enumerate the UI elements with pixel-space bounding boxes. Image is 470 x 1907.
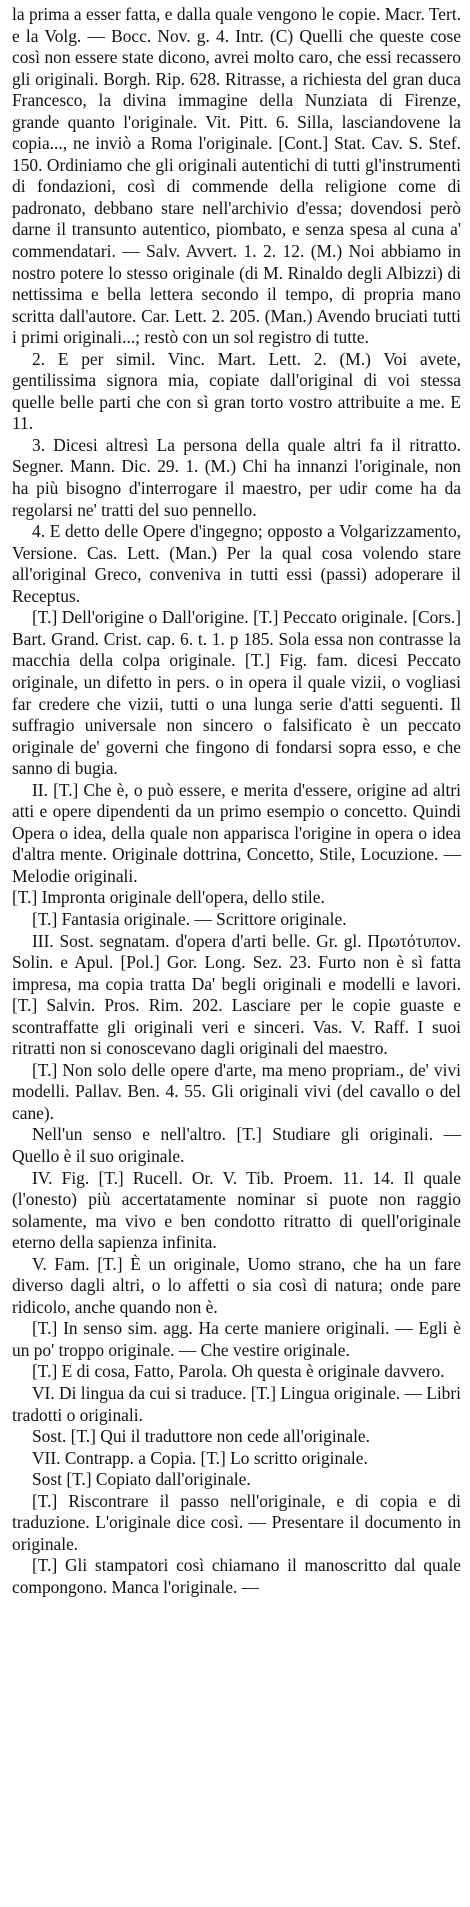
entry-paragraph: [T.] In senso sim. agg. Ha certe maniere originali. — Egli è un po' troppo originale. — Che vestire originale. [12, 1318, 461, 1360]
entry-paragraph: [T.] Non solo delle opere d'arte, ma meno propriam., de' vivi modelli. Pallav. Ben. 4. 55. Gli originali vivi (del cavallo o del cane). [12, 1059, 461, 1123]
entry-paragraph: 2. E per simil. Vinc. Mart. Lett. 2. (M.) Voi avete, gentilissima signora mia, copiate dall'original di voi stessa quelle belle parti che con sì gran torto vostro attribuite a me. E 11. [12, 348, 461, 434]
entry-paragraph: V. Fam. [T.] È un originale, Uomo strano, che ha un fare diverso dagli altri, o lo affetti o sia così di natura; onde pare ridicolo, anche quando non è. [12, 1253, 461, 1317]
entry-paragraph: Nell'un senso e nell'altro. [T.] Studiare gli originali. — Quello è il suo originale. [12, 1124, 461, 1166]
entry-paragraph: [T.] Impronta originale dell'opera, dello stile. [T.] Fantasia originale. — Scrittore originale. [12, 887, 347, 929]
entry-paragraph: [T.] Dell'origine o Dall'origine. [T.] Peccato originale. [Cors.] Bart. Grand. Crist. cap. 6. t. 1. p 185. Sola essa non contrasse la macchia della colpa originale. [T.] Fig. fam. dicesi Peccato originale, un difetto in pers. o in opera il quale vizii, o vogliasi far credere che vizii, tutti o una lunga serie d'atti seguenti. Il suffragio universale non sincero o falsificato è un peccato originale de' governi che fingono di fondarsi sopra esso, e che sanno di bugia. [12, 607, 461, 779]
entry-paragraph: 3. Dicesi altresì La persona della quale altri fa il ritratto. Segner. Mann. Dic. 29. 1. (M.) Chi ha innanzi l'originale, non ha più bisogno d'interrogare il maestro, per udir come ha da regolarsi ne' tratti del suo pennello. [12, 434, 461, 520]
entry-paragraph: VII. Contrapp. a Copia. [T.] Lo scritto originale. [32, 1447, 368, 1468]
entry-paragraph: III. Sost. segnatam. d'opera d'arti belle. Gr. gl. Πρωτότυπον. Solin. e Apul. [Pol.] Gor. Long. Sez. 23. Furto non è sì fatta impresa, ma copia tratta Da' begli originali e modelli e lavori. [T.] Salvin. Pros. Rim. 202. Lasciare per le copie guaste e scontraffatte gli originali veri e sinceri. Vas. V. Raff. I suoi ritratti non si conoscevano dagli originali del maestro. [12, 930, 461, 1059]
entry-paragraph: 4. E detto delle Opere d'ingegno; opposto a Volgarizzamento, Versione. Cas. Lett. (Man.) Per la qual cosa volendo stare all'original Greco, conveniva in tutti essi (passi) adoperare il Receptus. [12, 521, 461, 606]
entry-paragraph: IV. Fig. [T.] Rucell. Or. V. Tib. Proem. 11. 14. Il quale (l'onesto) più accertatamente nominar si puote non raggio solamente, ma vivo e ben condotto ritratto di quell'originale eterno della sapienza infinita. [12, 1167, 461, 1253]
entry-paragraph: II. [T.] Che è, o può essere, e merita d'essere, origine ad altri atti e opere dipendenti da un primo esempio o concetto. Quindi Opera o idea, della quale non apparisca l'origine in opera o idea d'altra mente. Originale dottrina, Concetto, Stile, Locuzione. — Melodie originali. [12, 779, 461, 886]
entry-paragraph: [T.] Riscontrare il passo nell'originale, e di copia e di traduzione. L'originale dice così. — Presentare il documento in originale. [12, 1490, 461, 1554]
entry-paragraph: VI. Di lingua da cui si traduce. [T.] Lingua originale. — Libri tradotti o originali. [12, 1383, 461, 1425]
entry-paragraph: [T.] E di cosa, Fatto, Parola. Oh questa è originale davvero. [32, 1361, 445, 1382]
entry-paragraph: [T.] Gli stampatori così chiamano il manoscritto dal quale compongono. Manca l'originale. — [12, 1555, 461, 1597]
entry-paragraph: la prima a esser fatta, e dalla quale vengono le copie. Macr. Tert. e la Volg. — Bocc. Nov. g. 4. Intr. (C) Quelli che queste cose così non essere state dicono, avrei molto caro, che essi recassero gli originali. Borgh. Rip. 628. Ritrasse, a richiesta del gran duca Francesco, la divina immagine della Nunziata di Firenze, grande quanto l'originale. Vit. Pitt. 6. Silla, lasciandovene la copia..., ne inviò a Roma l'originale. [Cont.] Stat. Cav. S. Stef. 150. Ordiniamo che gli originali autentichi di tutti gl'instrumenti di fondazioni, così di commende della religione come di padronato, debbano stare nell'archivio d'essa; dovendosi però darne il transunto autentico, piombato, e senza spesa al cuna a' commendatari. — Salv. Avvert. 1. 2. 12. (M.) Noi abbiamo in nostro potere lo stesso originale (di M. Rinaldo degli Albizzi) di nettissima e bella lettera secondo il tempo, di propria mano scritta dall'autore. Car. Lett. 2. 205. (Man.) Avendo bruciati tutti i primi originali...; restò con un sol registro di tutte. [12, 4, 461, 348]
entry-paragraph: Sost [T.] Copiato dall'originale. [32, 1469, 251, 1490]
entry-paragraph: Sost. [T.] Qui il traduttore non cede all'originale. [32, 1426, 370, 1447]
